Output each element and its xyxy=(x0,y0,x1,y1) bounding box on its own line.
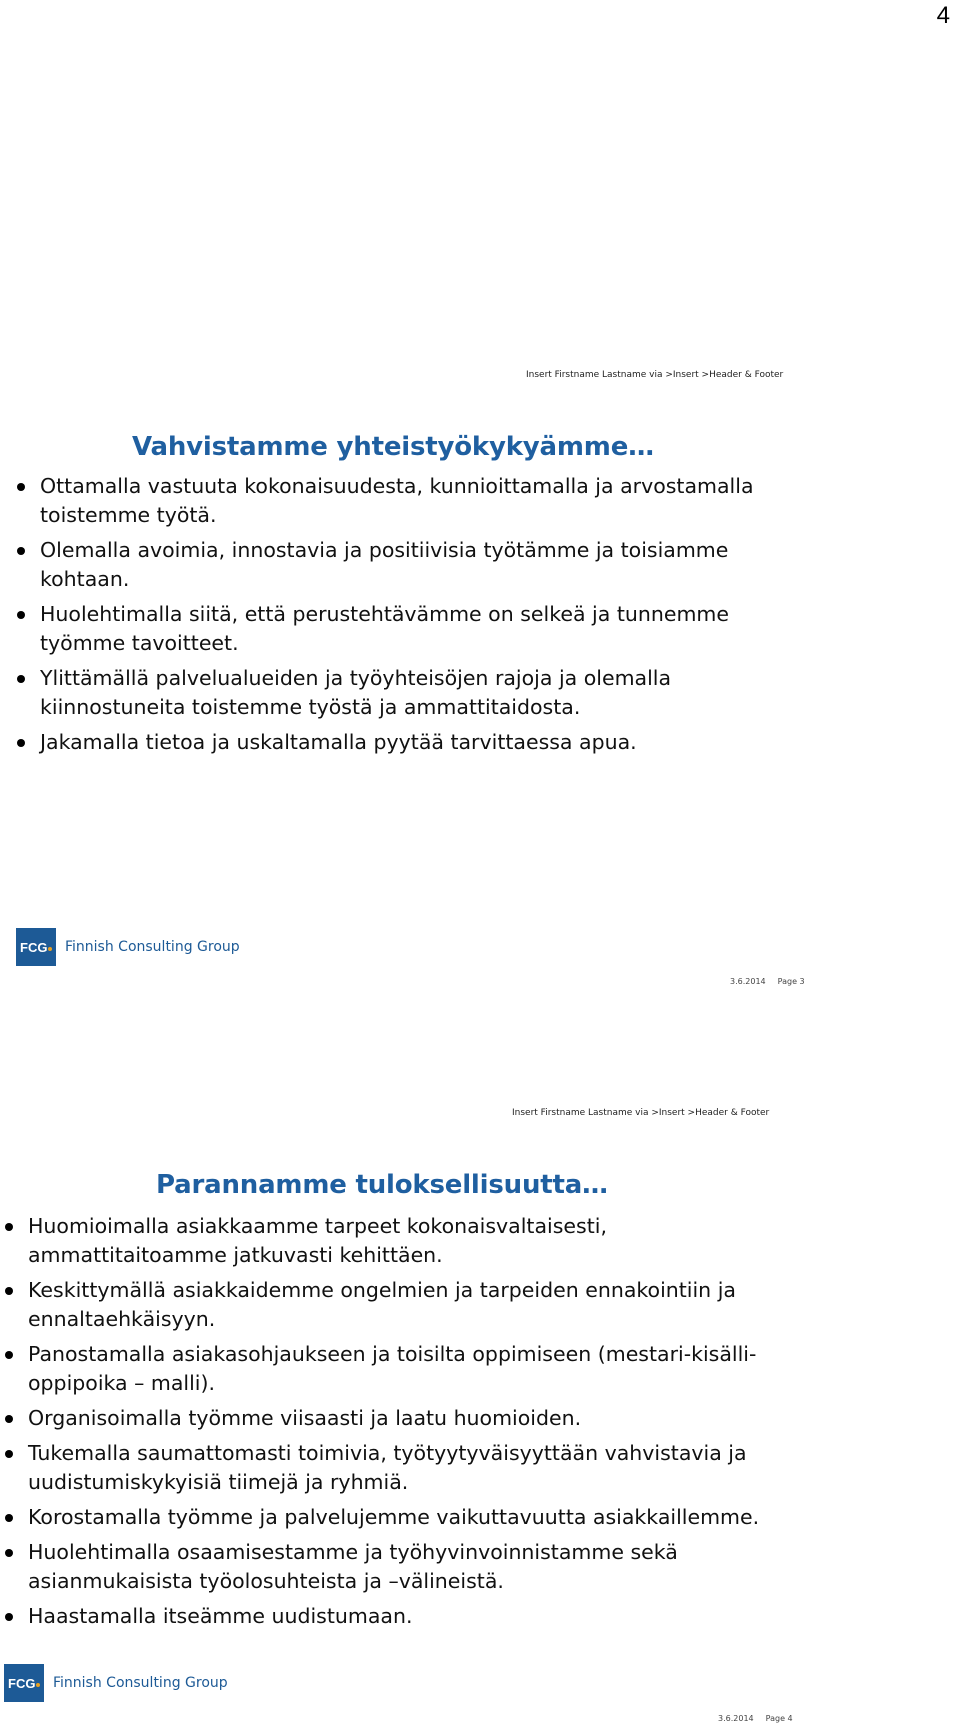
bullet-item: Tukemalla saumattomasti toimivia, työtyytyväisyyttään vahvistavia ja uudistumiskykyisiä tiimejä ja ryhmiä. xyxy=(4,1439,794,1497)
footer-date: 3.6.2014 xyxy=(730,977,766,986)
logo-dot-icon xyxy=(36,1683,40,1687)
fcg-logo-mark xyxy=(4,1664,44,1702)
bullet-item: Ottamalla vastuuta kokonaisuudesta, kunnioittamalla ja arvostamalla toistemme työtä. xyxy=(16,472,806,530)
fcg-logo-text: Finnish Consulting Group xyxy=(65,939,240,955)
bullet-item: Olemalla avoimia, innostavia ja positiivisia työtämme ja toisiamme kohtaan. xyxy=(16,536,806,594)
footer-page: Page 3 xyxy=(777,977,805,986)
bullet-item: Jakamalla tietoa ja uskaltamalla pyytää tarvittaessa apua. xyxy=(16,728,806,757)
slide-header: Insert Firstname Lastname via >Insert >Header & Footer xyxy=(512,1108,770,1118)
bullet-item: Keskittymällä asiakkaidemme ongelmien ja tarpeiden ennakointiin ja ennaltaehkäisyyn. xyxy=(4,1276,794,1334)
fcg-logo-mark-text: FCG xyxy=(8,1675,36,1691)
bullet-item: Haastamalla itseämme uudistumaan. xyxy=(4,1602,794,1631)
bullet-item: Panostamalla asiakasohjaukseen ja toisilta oppimiseen (mestari-kisälli-oppipoika – malli). xyxy=(4,1340,794,1398)
logo-dot-icon xyxy=(48,947,52,951)
slide-title: Parannamme tuloksellisuutta… xyxy=(156,1170,608,1200)
fcg-logo-mark-text: FCG xyxy=(20,939,48,955)
footer-page: Page 4 xyxy=(765,1714,793,1723)
slide-footer xyxy=(718,1714,793,1723)
slide-footer xyxy=(730,977,805,986)
fcg-logo xyxy=(4,1664,228,1702)
footer-date: 3.6.2014 xyxy=(718,1714,754,1723)
bullet-list xyxy=(4,1212,794,1637)
slide-title: Vahvistamme yhteistyökykyämme… xyxy=(132,432,654,462)
fcg-logo xyxy=(16,928,240,966)
bullet-item: Huolehtimalla siitä, että perustehtävämme on selkeä ja tunnemme työmme tavoitteet. xyxy=(16,600,806,658)
slide-header: Insert Firstname Lastname via >Insert >Header & Footer xyxy=(526,370,784,380)
bullet-item: Ylittämällä palvelualueiden ja työyhteisöjen rajoja ja olemalla kiinnostuneita toistemme työstä ja ammattitaidosta. xyxy=(16,664,806,722)
fcg-logo-text: Finnish Consulting Group xyxy=(53,1675,228,1691)
bullet-item: Huolehtimalla osaamisestamme ja työhyvinvoinnistamme sekä asianmukaisista työolosuhteista ja –välineistä. xyxy=(4,1538,794,1596)
page-number: 4 xyxy=(936,2,950,29)
fcg-logo-mark xyxy=(16,928,56,966)
bullet-list xyxy=(16,472,806,763)
slide-3 xyxy=(0,360,960,990)
bullet-item: Huomioimalla asiakkaamme tarpeet kokonaisvaltaisesti, ammattitaitoamme jatkuvasti kehittäen. xyxy=(4,1212,794,1270)
bullet-item: Korostamalla työmme ja palvelujemme vaikuttavuutta asiakkaillemme. xyxy=(4,1503,794,1532)
slide-4 xyxy=(0,1100,960,1730)
bullet-item: Organisoimalla työmme viisaasti ja laatu huomioiden. xyxy=(4,1404,794,1433)
